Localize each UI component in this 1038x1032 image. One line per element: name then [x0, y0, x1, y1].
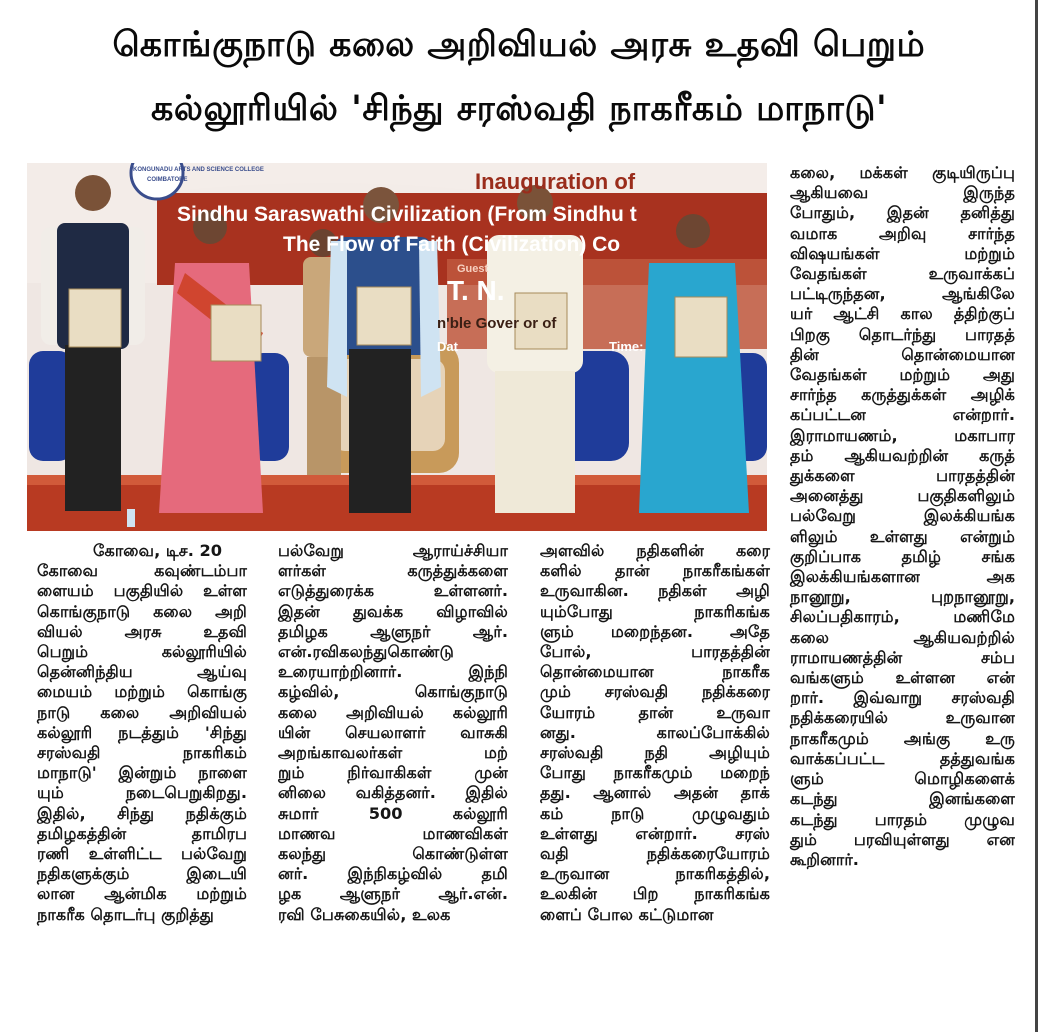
article-line: ளும் மொழிகளைக் — [790, 769, 1015, 789]
article-line: கலந்து கொண்டுள்ள — [278, 844, 508, 864]
article-line: னர். இந்நிகழ்வில் தமி — [278, 864, 508, 884]
article-line: தமிழகத்தின் தாமிரப — [37, 823, 247, 843]
article-line: போல், பாரதத்தின் — [540, 642, 770, 662]
article-column-3 — [540, 541, 770, 925]
article-line: பல்வேறு ஆராய்ச்சியா — [278, 541, 508, 560]
article-line: அனைத்து பகுதிகளிலும் — [790, 486, 1015, 506]
article-line: னிலை வகித்தனர். இதில் — [278, 783, 508, 803]
article-line: நதிகளுக்கும் இடையி — [37, 864, 247, 884]
article-line: வதி நதிக்கரையோரம் — [540, 844, 770, 864]
article-line: யின் செயலாளர் வாசுகி — [278, 722, 508, 742]
article-line: பல்வேறு இலக்கியங்க — [790, 506, 1015, 526]
article-line: லான ஆன்மிக மற்றும் — [37, 884, 247, 904]
article-line: நாகரீக தொடர்பு குறித்து — [37, 904, 214, 924]
article-line: தது. ஆனால் அதன் தாக் — [540, 783, 770, 803]
article-line: துக்களை பாரதத்தின் — [790, 466, 1015, 486]
dateline: கோவை, டிச. 20 — [93, 541, 223, 560]
article-line: நாடு கலை அறிவியல் — [37, 702, 247, 722]
article-line: போதும், இதன் தனித்து — [790, 203, 1015, 223]
article-line: கப்பட்டன என்றார். — [790, 405, 1015, 425]
headline-line-2: கல்லூரியில் 'சிந்து சரஸ்வதி நாகரீகம் மாநாடு' — [151, 89, 888, 129]
article-column-4 — [790, 163, 1015, 870]
article-line: நதிக்கரையில் உருவான — [790, 708, 1015, 728]
article-line: சிலப்பதிகாரம், மணிமே — [790, 607, 1015, 627]
article-line: கலை ஆகியவற்றில் — [790, 627, 1015, 647]
article-line: அறங்காவலர்கள் மற் — [278, 743, 508, 763]
article-line: கலை, மக்கள் குடியிருப்பு — [790, 163, 1015, 182]
article-line: பிறகு தொடர்ந்து பாரதத் — [790, 324, 1015, 344]
article-line: வங்களும் உள்ளன என் — [790, 668, 1015, 688]
banner-time-label: Time: — [609, 339, 644, 354]
article-line: மும் சரஸ்வதி நதிக்கரை — [540, 682, 770, 702]
article-line: ளர்கள் கருத்துக்களை — [278, 561, 508, 581]
article-line: ளையம் பகுதியில் உள்ள — [37, 581, 247, 601]
article-line: உள்ளது என்றார். சரஸ் — [540, 823, 770, 843]
news-photo — [27, 163, 767, 531]
banner-line-3: The Flow of Faith (Civilization) Co — [283, 233, 621, 256]
article-line: ராமாயணத்தின் சம்ப — [790, 647, 1015, 667]
banner-guest-name: T. N. — [447, 275, 505, 306]
article-line: சரஸ்வதி நாகரிகம் — [37, 743, 247, 763]
article-line: பட்டிருந்தன, ஆங்கிலே — [790, 284, 1015, 304]
article-line: கலை அறிவியல் கல்லூரி — [278, 702, 508, 722]
article-line: கல்லூரி நடத்தும் 'சிந்து — [37, 722, 247, 742]
article-line: நாகரீகமும் அங்கு உரு — [790, 728, 1015, 748]
article-line: உருவாகின. நதிகள் அழி — [540, 581, 770, 601]
article-line: குறிப்பாக தமிழ் சங்க — [790, 546, 1015, 566]
article-line: எடுத்துரைக்க உள்ளனர். — [278, 581, 508, 601]
article-line: இதன் துவக்க விழாவில் — [278, 601, 508, 621]
article-line: நானூறு, புறநானூறு, — [790, 587, 1015, 607]
article-line: யோரம் தான் உருவா — [540, 702, 770, 722]
article-line: ளிலும் உள்ளது என்றும் — [790, 526, 1015, 546]
article-line: ழக ஆளுநர் ஆர்.என். — [278, 884, 508, 904]
article-line: என்.ரவிகலந்துகொண்டு — [278, 642, 454, 662]
article-line: வியல் அரசு உதவி — [37, 621, 247, 641]
article-line: யும்போது நாகரிகங்க — [540, 601, 770, 621]
article-line: றும் நிர்வாகிகள் முன் — [278, 763, 508, 783]
article-line: தின் தொன்மையான — [790, 344, 1015, 364]
article-line: ரவி பேசுகையில், உலக — [278, 904, 451, 924]
article-line: தும் பரவியுள்ளது என — [790, 829, 1015, 849]
article-line: ளும் மறைந்தன. அதே — [540, 621, 770, 641]
headline-line-1: கொங்குநாடு கலை அறிவியல் அரசு உதவி பெறும் — [112, 25, 926, 65]
article-line: விஷயங்கள் மற்றும் — [790, 243, 1015, 263]
article-line: கோவை கவுண்டம்பா — [37, 561, 247, 581]
article-line: தம் ஆகியவற்றின் கருத் — [790, 445, 1015, 465]
article-line: ளைப் போல கட்டுமான — [540, 904, 714, 924]
banner-line-2: Sindhu Saraswathi Civilization (From Sindhu t — [177, 203, 637, 226]
article-line: மாணவ மாணவிகள் — [278, 823, 508, 843]
article-line: வமாக அறிவு சார்ந்த — [790, 223, 1015, 243]
article-line: றார். இவ்வாறு சரஸ்வதி — [790, 688, 1015, 708]
article-line: மாநாடு' இன்றும் நாளை — [37, 763, 247, 783]
person-head — [75, 175, 111, 211]
article-line: கம் நாடு முழுவதும் — [540, 803, 770, 823]
banner-guest-label: Guest — [457, 263, 489, 275]
article-line: கடந்து இனங்களை — [790, 789, 1015, 809]
book — [69, 289, 121, 347]
article-line: னது. காலப்போக்கில் — [540, 722, 770, 742]
article-column-2 — [278, 541, 508, 925]
article-line: வேதங்கள் மற்றும் அது — [790, 365, 1015, 385]
article-line: சரஸ்வதி நதி அழியும் — [540, 743, 770, 763]
article-line: இராமாயணம், மகாபார — [790, 425, 1015, 445]
article-line: உலகின் பிற நாகரிகங்க — [540, 884, 770, 904]
article-line: தென்னிந்திய ஆய்வு — [37, 662, 247, 682]
article-line: யும் நடைபெறுகிறது. — [37, 783, 247, 803]
article-line: கடந்து பாரதம் முழுவ — [790, 809, 1015, 829]
article-line: மையம் மற்றும் கொங்கு — [37, 682, 247, 702]
article-line: ரணி உள்ளிட்ட பல்வேறு — [37, 844, 247, 864]
article-line: வாக்கப்பட்ட தத்துவங்க — [790, 748, 1015, 768]
article-line: இதில், சிந்து நதிக்கும் — [37, 803, 247, 823]
banner-honorific: n'ble Gover or of — [437, 315, 557, 332]
article-line: கூறினார். — [790, 849, 859, 869]
article-line: கழ்வில், கொங்குநாடு — [278, 682, 508, 702]
article-line: இலக்கியங்களான அக — [790, 567, 1015, 587]
logo-text: KONGUNADU ARTS AND SCIENCE COLLEGE — [133, 167, 264, 173]
article-line: அளவில் நதிகளின் கரை — [540, 541, 770, 560]
article-column-1 — [37, 541, 247, 925]
article-line: பெறும் கல்லூரியில் — [37, 642, 247, 662]
banner-date-label: Dat — [437, 339, 458, 354]
article-line: சார்ந்த கருத்துக்கள் அழிக் — [790, 385, 1015, 405]
article-line: வேதங்கள் உருவாக்கப் — [790, 264, 1015, 284]
article-line: சுமார் 500 கல்லூரி — [278, 803, 508, 823]
article-line: போது நாகரீகமும் மறைந் — [540, 763, 770, 783]
article-line: கொங்குநாடு கலை அறி — [37, 601, 247, 621]
article-line: உரையாற்றினார். இந்நி — [278, 662, 508, 682]
article-line: ஆகியவை இருந்த — [790, 183, 1015, 203]
article-line: யர் ஆட்சி கால த்திற்குப் — [790, 304, 1015, 324]
banner-title: Inauguration of — [475, 169, 636, 194]
article-line: தமிழக ஆளுநர் ஆர். — [278, 621, 508, 641]
article-line: தொன்மையான நாகரீக — [540, 662, 770, 682]
article-line: உருவான நாகரிகத்தில், — [540, 864, 770, 884]
logo-city: COIMBATORE — [147, 177, 188, 183]
article-line: களில் தான் நாகரீகங்கள் — [540, 561, 770, 581]
